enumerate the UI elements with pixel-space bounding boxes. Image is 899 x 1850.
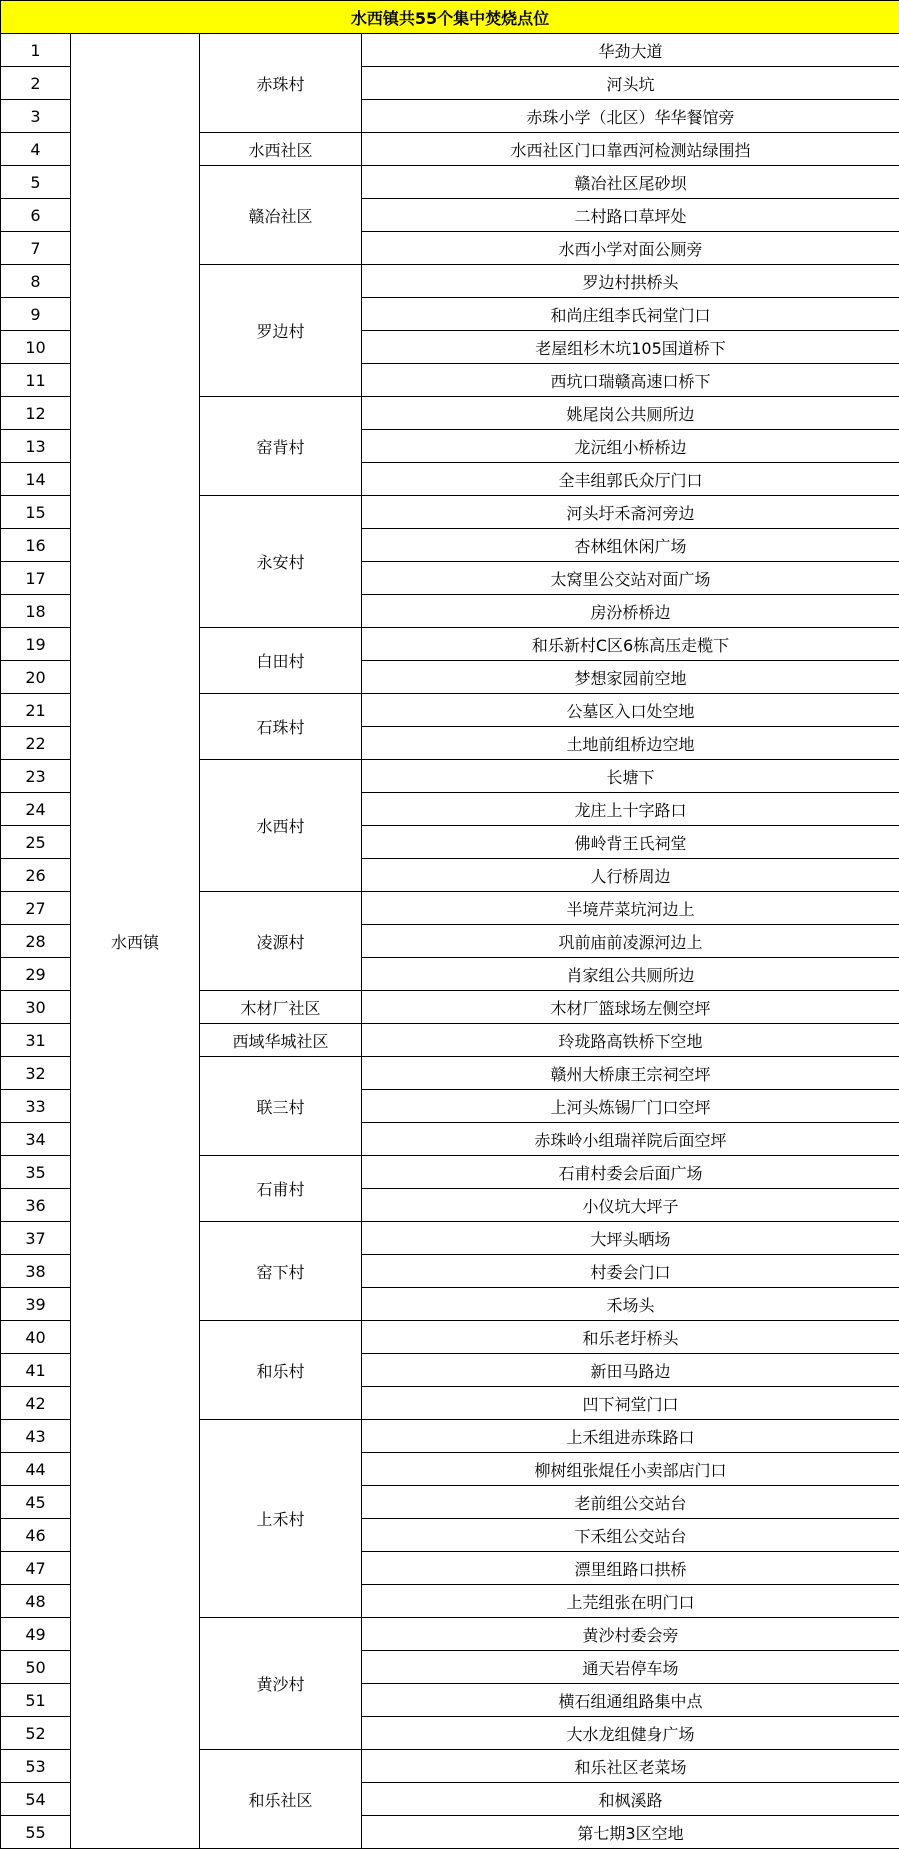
site-cell: 杏林组休闲广场 [362,529,899,562]
row-number: 51 [1,1684,71,1717]
site-cell: 上河头炼锡厂门口空坪 [362,1090,899,1123]
site-cell: 和乐社区老菜场 [362,1750,899,1783]
site-cell: 房汾桥桥边 [362,595,899,628]
row-number: 34 [1,1123,71,1156]
row-number: 29 [1,958,71,991]
row-number: 38 [1,1255,71,1288]
row-number: 41 [1,1354,71,1387]
row-number: 14 [1,463,71,496]
site-cell: 赣冶社区尾砂坝 [362,166,899,199]
row-number: 16 [1,529,71,562]
site-cell: 和乐新村C区6栋高压走榄下 [362,628,899,661]
village-cell: 白田村 [200,628,362,694]
site-cell: 大坪头晒场 [362,1222,899,1255]
row-number: 32 [1,1057,71,1090]
site-cell: 肖家组公共厕所边 [362,958,899,991]
site-cell: 黄沙村委会旁 [362,1618,899,1651]
site-cell: 全丰组郭氏众厅门口 [362,463,899,496]
village-cell: 罗边村 [200,265,362,397]
title-row [1,1,899,34]
row-number: 49 [1,1618,71,1651]
site-cell: 龙庄上十字路口 [362,793,899,826]
row-number: 6 [1,199,71,232]
row-number: 27 [1,892,71,925]
village-cell: 和乐村 [200,1321,362,1420]
row-number: 50 [1,1651,71,1684]
village-cell: 赣冶社区 [200,166,362,265]
row-number: 44 [1,1453,71,1486]
row-number: 15 [1,496,71,529]
site-cell: 禾场头 [362,1288,899,1321]
site-cell: 通天岩停车场 [362,1651,899,1684]
site-cell: 漂里组路口拱桥 [362,1552,899,1585]
row-number: 1 [1,34,71,67]
village-cell: 石珠村 [200,694,362,760]
row-number: 9 [1,298,71,331]
site-cell: 上芫组张在明门口 [362,1585,899,1618]
table-row [1,34,899,67]
row-number: 17 [1,562,71,595]
row-number: 22 [1,727,71,760]
row-number: 2 [1,67,71,100]
row-number: 30 [1,991,71,1024]
village-cell: 永安村 [200,496,362,628]
row-number: 42 [1,1387,71,1420]
site-cell: 水西小学对面公厕旁 [362,232,899,265]
site-cell: 太窝里公交站对面广场 [362,562,899,595]
site-cell: 小仪坑大坪子 [362,1189,899,1222]
site-cell: 水西社区门口靠西河检测站绿围挡 [362,133,899,166]
village-cell: 黄沙村 [200,1618,362,1750]
row-number: 36 [1,1189,71,1222]
site-cell: 新田马路边 [362,1354,899,1387]
village-cell: 联三村 [200,1057,362,1156]
site-cell: 华劲大道 [362,34,899,67]
village-cell: 水西村 [200,760,362,892]
row-number: 37 [1,1222,71,1255]
row-number: 12 [1,397,71,430]
site-cell: 老屋组杉木坑105国道桥下 [362,331,899,364]
site-cell: 木材厂篮球场左侧空坪 [362,991,899,1024]
site-cell: 上禾组进赤珠路口 [362,1420,899,1453]
site-cell: 赣州大桥康王宗祠空坪 [362,1057,899,1090]
site-cell: 姚尾岗公共厕所边 [362,397,899,430]
site-cell: 玲珑路高铁桥下空地 [362,1024,899,1057]
row-number: 23 [1,760,71,793]
row-number: 40 [1,1321,71,1354]
village-cell: 和乐社区 [200,1750,362,1849]
row-number: 5 [1,166,71,199]
site-cell: 柳树组张焜任小卖部店门口 [362,1453,899,1486]
row-number: 55 [1,1816,71,1849]
village-cell: 凌源村 [200,892,362,991]
row-number: 43 [1,1420,71,1453]
site-cell: 赤珠小学（北区）华华餐馆旁 [362,100,899,133]
site-cell: 大水龙组健身广场 [362,1717,899,1750]
site-cell: 巩前庙前凌源河边上 [362,925,899,958]
site-cell: 公墓区入口处空地 [362,694,899,727]
town-cell: 水西镇 [71,34,200,1849]
site-cell: 石甫村委会后面广场 [362,1156,899,1189]
site-cell: 西坑口瑞赣高速口桥下 [362,364,899,397]
row-number: 4 [1,133,71,166]
site-cell: 凹下祠堂门口 [362,1387,899,1420]
site-cell: 河头圩禾斋河旁边 [362,496,899,529]
site-cell: 和枫溪路 [362,1783,899,1816]
site-cell: 河头坑 [362,67,899,100]
row-number: 10 [1,331,71,364]
site-cell: 老前组公交站台 [362,1486,899,1519]
row-number: 47 [1,1552,71,1585]
village-cell: 木材厂社区 [200,991,362,1024]
village-cell: 窑背村 [200,397,362,496]
site-cell: 长塘下 [362,760,899,793]
row-number: 31 [1,1024,71,1057]
row-number: 48 [1,1585,71,1618]
site-cell: 和尚庄组李氏祠堂门口 [362,298,899,331]
village-cell: 西域华城社区 [200,1024,362,1057]
row-number: 25 [1,826,71,859]
row-number: 18 [1,595,71,628]
site-cell: 龙沅组小桥桥边 [362,430,899,463]
row-number: 7 [1,232,71,265]
site-cell: 村委会门口 [362,1255,899,1288]
site-cell: 和乐老圩桥头 [362,1321,899,1354]
site-cell: 罗边村拱桥头 [362,265,899,298]
row-number: 52 [1,1717,71,1750]
row-number: 35 [1,1156,71,1189]
site-cell: 半境芹菜坑河边上 [362,892,899,925]
row-number: 24 [1,793,71,826]
site-cell: 土地前组桥边空地 [362,727,899,760]
site-cell: 梦想家园前空地 [362,661,899,694]
row-number: 26 [1,859,71,892]
row-number: 33 [1,1090,71,1123]
row-number: 21 [1,694,71,727]
row-number: 53 [1,1750,71,1783]
row-number: 8 [1,265,71,298]
village-cell: 上禾村 [200,1420,362,1618]
site-cell: 二村路口草坪处 [362,199,899,232]
row-number: 19 [1,628,71,661]
village-cell: 窑下村 [200,1222,362,1321]
site-cell: 佛岭背王氏祠堂 [362,826,899,859]
row-number: 28 [1,925,71,958]
site-cell: 横石组通组路集中点 [362,1684,899,1717]
row-number: 54 [1,1783,71,1816]
row-number: 39 [1,1288,71,1321]
site-cell: 下禾组公交站台 [362,1519,899,1552]
village-cell: 赤珠村 [200,34,362,133]
site-cell: 第七期3区空地 [362,1816,899,1849]
row-number: 46 [1,1519,71,1552]
row-number: 11 [1,364,71,397]
row-number: 45 [1,1486,71,1519]
table-title: 水西镇共55个集中焚烧点位 [1,1,899,34]
site-cell: 赤珠岭小组瑞祥院后面空坪 [362,1123,899,1156]
row-number: 3 [1,100,71,133]
village-cell: 石甫村 [200,1156,362,1222]
row-number: 13 [1,430,71,463]
row-number: 20 [1,661,71,694]
site-cell: 人行桥周边 [362,859,899,892]
village-cell: 水西社区 [200,133,362,166]
